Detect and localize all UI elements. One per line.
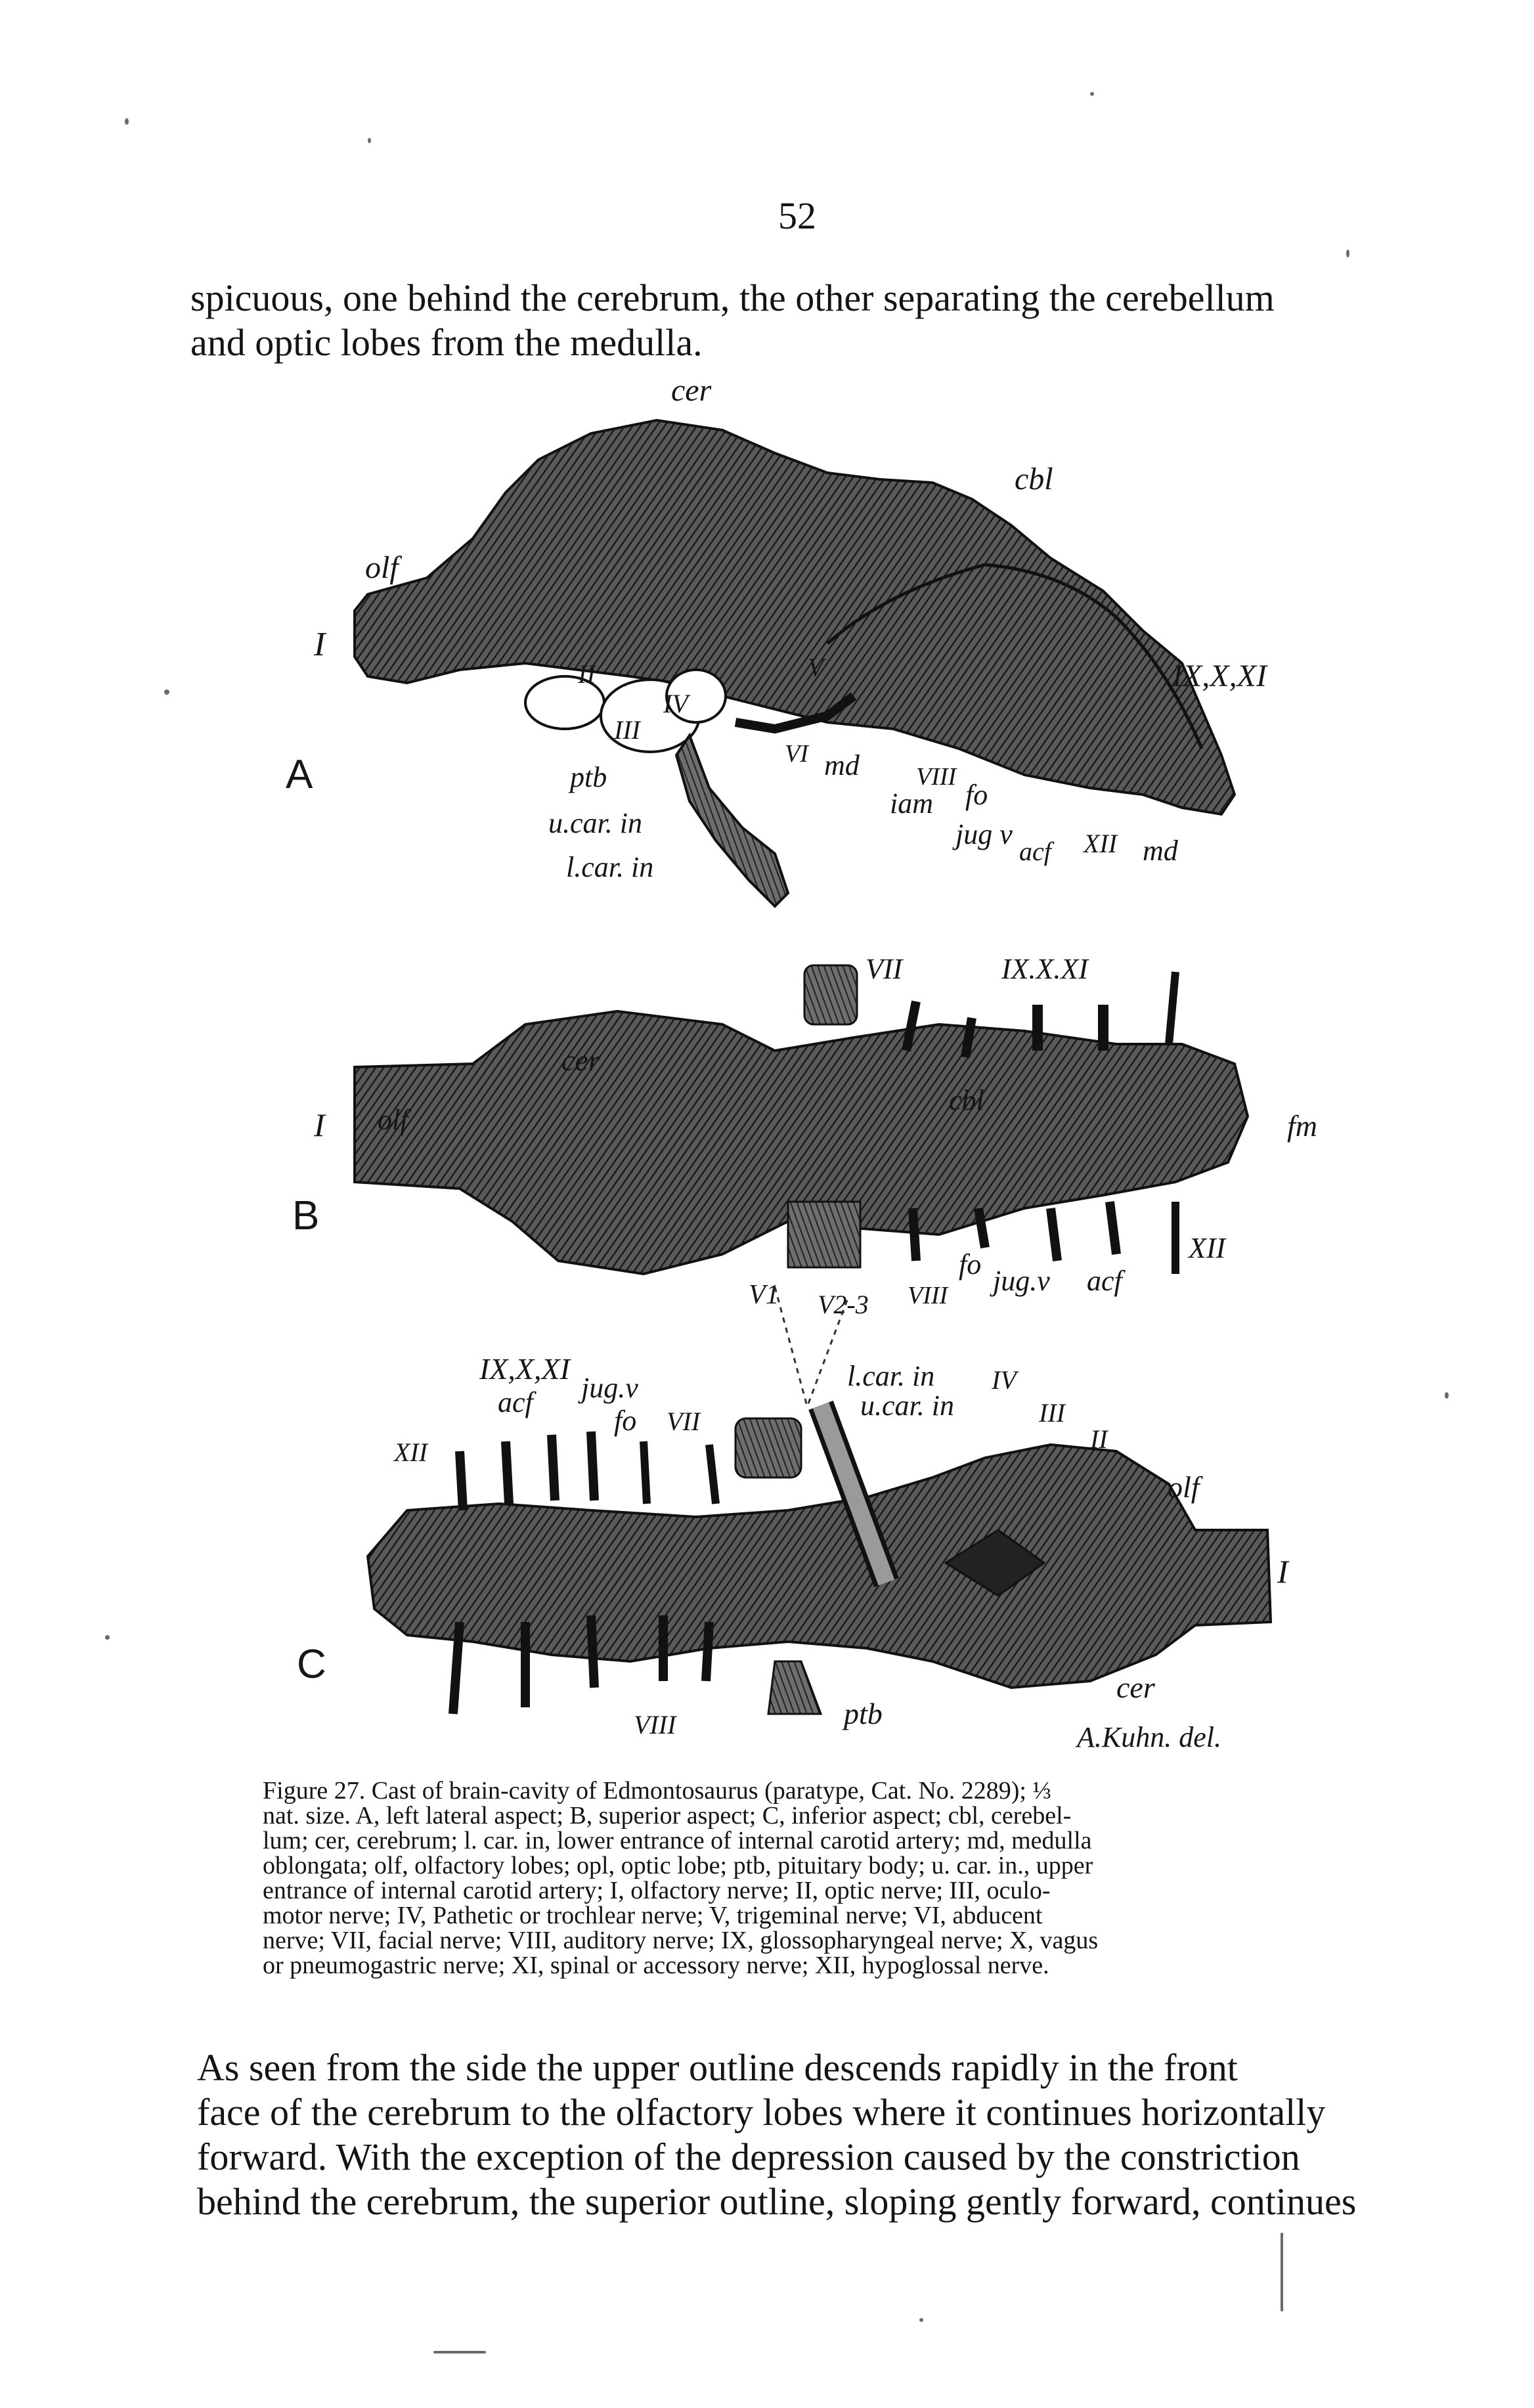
- label-fo: fo: [614, 1405, 637, 1437]
- body-line: face of the cerebrum to the olfactory lobes where it continues horizontally: [197, 2091, 1326, 2134]
- label-l-car-in: l.car. in: [566, 851, 654, 883]
- caption-line: nat. size. A, left lateral aspect; B, superior aspect; C, inferior aspect; cbl, cerebel-: [263, 1802, 1072, 1829]
- label-nerve-xii: XII: [1084, 829, 1118, 858]
- scan-speck: [1346, 250, 1349, 257]
- label-nerve-viii: VIII: [634, 1710, 676, 1740]
- artist-signature: A.Kuhn. del.: [1077, 1721, 1221, 1753]
- label-jug-v: jug.v: [581, 1372, 638, 1404]
- scan-speck: [368, 138, 371, 143]
- caption-line: lum; cer, cerebrum; l. car. in, lower entrance of internal carotid artery; md, medulla: [263, 1827, 1092, 1854]
- label-nerve-iv: IV: [992, 1365, 1017, 1395]
- label-nerves-ix-x-xi: IX,X,XI: [1172, 659, 1267, 693]
- caption-line: oblongata; olf, olfactory lobes; opl, optic lobe; ptb, pituitary body; u. car. in., upper: [263, 1852, 1093, 1879]
- body-line: behind the cerebrum, the superior outline, sloping gently forward, continues: [197, 2180, 1357, 2223]
- caption-line: motor nerve; IV, Pathetic or trochlear nerve; V, trigeminal nerve; VI, abducent: [263, 1902, 1043, 1929]
- scan-speck: [1445, 1392, 1449, 1399]
- label-olf: olf: [378, 1104, 408, 1136]
- intro-line: spicuous, one behind the cerebrum, the other separating the cerebellum: [190, 276, 1275, 319]
- label-jug-v: jug.v: [993, 1265, 1050, 1297]
- label-nerve-viii: VIII: [908, 1282, 948, 1309]
- panel-label-a: A: [286, 752, 313, 797]
- label-fo: fo: [959, 1248, 982, 1281]
- label-u-car-in: u.car. in: [548, 807, 642, 839]
- page-number: 52: [778, 194, 816, 237]
- label-ptb: ptb: [570, 761, 607, 793]
- label-nerve-v2-3: V2-3: [818, 1290, 869, 1319]
- intro-line: and optic lobes from the medulla.: [190, 321, 703, 364]
- scan-speck: [919, 2318, 923, 2322]
- label-cer: cer: [1116, 1671, 1155, 1704]
- label-nerve-v1: V1: [749, 1280, 779, 1310]
- label-nerve-xii: XII: [394, 1437, 428, 1467]
- label-nerve-iii: III: [614, 715, 640, 745]
- scan-speck: [1281, 2233, 1283, 2311]
- label-nerve-vii: VII: [866, 953, 903, 985]
- label-cbl: cbl: [1015, 462, 1053, 496]
- scan-speck: [164, 690, 169, 695]
- panel-b-drawing: [355, 965, 1248, 1274]
- scan-speck: [125, 118, 129, 125]
- label-nerve-viii: VIII: [916, 763, 957, 791]
- label-nerve-xii: XII: [1189, 1232, 1226, 1264]
- label-nerves-ix-x-xi: IX,X,XI: [479, 1352, 570, 1386]
- label-olf: olf: [365, 550, 399, 585]
- label-fm: fm: [1287, 1109, 1317, 1143]
- panel-label-b: B: [292, 1193, 320, 1238]
- label-acf: acf: [1087, 1265, 1122, 1297]
- label-acf: acf: [498, 1386, 533, 1418]
- caption-line: nerve; VII, facial nerve; VIII, auditory nerve; IX, glossopharyngeal nerve; X, vagus: [263, 1927, 1099, 1954]
- figure-caption: [263, 1778, 1340, 1978]
- label-nerve-iv: IV: [663, 689, 688, 718]
- body-paragraph: [197, 2046, 1405, 2224]
- label-nerve-vii: VII: [667, 1407, 701, 1436]
- label-l-car-in: l.car. in: [847, 1360, 935, 1392]
- caption-line: entrance of internal carotid artery; I, olfactory nerve; II, optic nerve; III, oculo-: [263, 1877, 1051, 1904]
- scan-speck: [433, 2351, 486, 2353]
- label-md: md: [824, 749, 860, 781]
- label-cer: cer: [561, 1043, 600, 1077]
- label-nerves-ix-x-xi: IX.X.XI: [1001, 953, 1088, 985]
- label-nerve-i: I: [314, 1106, 325, 1143]
- label-iam: iam: [890, 787, 933, 820]
- panel-label-c: C: [297, 1642, 326, 1687]
- label-cbl: cbl: [949, 1084, 984, 1116]
- scan-speck: [105, 1635, 110, 1640]
- label-md-lower: md: [1143, 835, 1178, 867]
- label-acf: acf: [1019, 837, 1051, 866]
- label-cer: cer: [671, 373, 712, 408]
- label-nerve-i: I: [314, 626, 326, 663]
- label-jug-v: jug v: [955, 818, 1013, 850]
- caption-line: or pneumogastric nerve; XI, spinal or accessory nerve; XII, hypoglossal nerve.: [263, 1952, 1049, 1979]
- label-u-car-in: u.car. in: [860, 1390, 954, 1422]
- body-line: As seen from the side the upper outline descends rapidly in the front: [197, 2046, 1238, 2089]
- body-line: forward. With the exception of the depression caused by the constriction: [197, 2135, 1300, 2178]
- scan-speck: [1090, 92, 1094, 96]
- label-olf: olf: [1168, 1470, 1200, 1504]
- caption-line: Figure 27. Cast of brain-cavity of Edmontosaurus (paratype, Cat. No. 2289); ⅓: [263, 1777, 1051, 1805]
- panel-c-drawing: [368, 1405, 1271, 1714]
- label-nerve-i: I: [1277, 1553, 1288, 1590]
- label-ptb: ptb: [844, 1697, 883, 1730]
- label-nerve-ii: II: [578, 659, 596, 689]
- label-nerve-v: V: [808, 653, 824, 682]
- label-nerve-ii: II: [1090, 1424, 1108, 1454]
- label-nerve-vi: VI: [785, 740, 808, 768]
- label-nerve-iii: III: [1039, 1398, 1065, 1428]
- label-fo: fo: [965, 779, 988, 811]
